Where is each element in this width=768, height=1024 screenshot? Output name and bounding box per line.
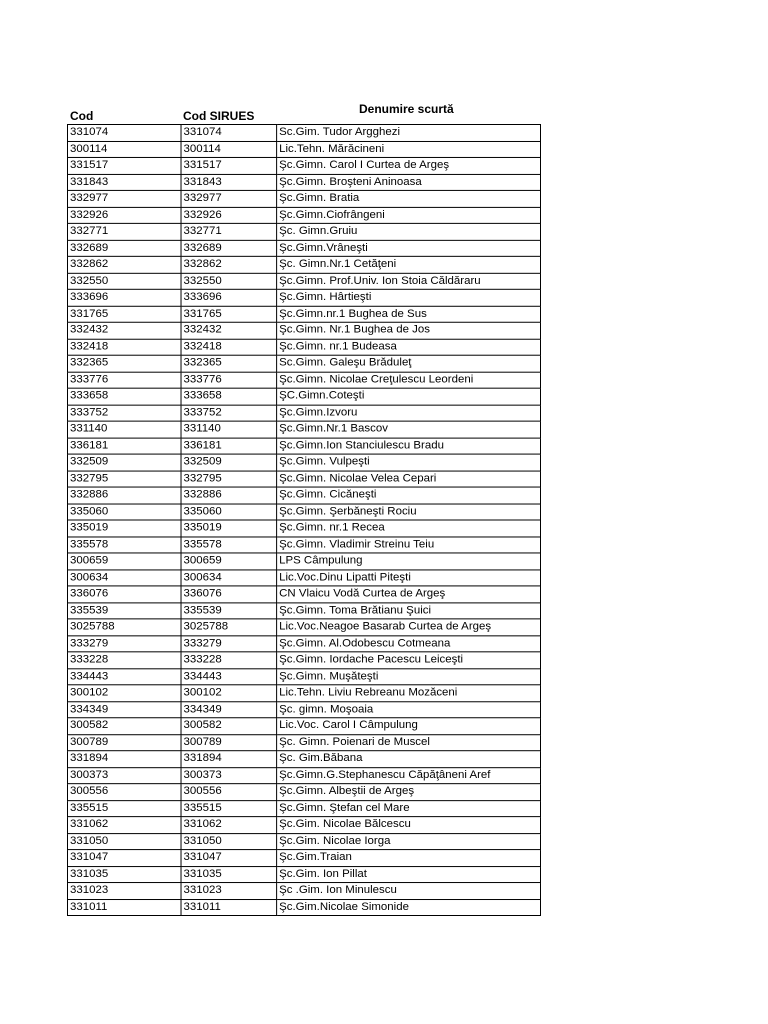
denumire-cell: Şc.Gimn. Muşăteşti bbox=[277, 668, 541, 684]
denumire-cell: Şc.Gimn. Cicăneşti bbox=[277, 487, 541, 503]
cod-sirues-cell: 335578 bbox=[181, 536, 277, 552]
cod-sirues-cell: 334443 bbox=[181, 668, 277, 684]
table-row bbox=[67, 240, 540, 256]
denumire-cell: Şc.Gimn. Broşteni Aninoasa bbox=[277, 174, 541, 190]
header-cod-sirues: Cod SIRUES bbox=[183, 109, 255, 123]
cod-cell: 300114 bbox=[67, 141, 181, 157]
table-row bbox=[67, 454, 540, 470]
denumire-cell: Şc.Gimn. Nicolae Creţulescu Leordeni bbox=[277, 372, 541, 388]
cod-sirues-cell: 333696 bbox=[181, 289, 277, 305]
table-row bbox=[67, 817, 540, 833]
table-row bbox=[67, 668, 540, 684]
table-row bbox=[67, 273, 540, 289]
table-row bbox=[67, 223, 540, 239]
cod-sirues-cell: 332550 bbox=[181, 273, 277, 289]
cod-cell: 332977 bbox=[67, 190, 181, 206]
cod-sirues-cell: 331074 bbox=[181, 124, 277, 140]
table-row bbox=[67, 388, 540, 404]
table-row bbox=[67, 536, 540, 552]
cod-sirues-cell: 332432 bbox=[181, 322, 277, 338]
table-row bbox=[67, 141, 540, 157]
cod-sirues-cell: 335019 bbox=[181, 520, 277, 536]
denumire-cell: Şc.Gimn.Nr.1 Bascov bbox=[277, 421, 541, 437]
denumire-cell: Şc.Gim. Ion Pillat bbox=[277, 866, 541, 882]
cod-cell: 333752 bbox=[67, 405, 181, 421]
cod-sirues-cell: 332926 bbox=[181, 207, 277, 223]
denumire-cell: Şc.Gim. Nicolae Iorga bbox=[277, 833, 541, 849]
cod-cell: 332432 bbox=[67, 322, 181, 338]
table-row bbox=[67, 520, 540, 536]
cod-cell: 331894 bbox=[67, 751, 181, 767]
cod-sirues-cell: 332418 bbox=[181, 339, 277, 355]
table-row bbox=[67, 306, 540, 322]
cod-cell: 333658 bbox=[67, 388, 181, 404]
table-row bbox=[67, 421, 540, 437]
denumire-cell: Lic.Voc. Carol I Câmpulung bbox=[277, 718, 541, 734]
cod-sirues-cell: 335539 bbox=[181, 602, 277, 618]
cod-cell: 334349 bbox=[67, 701, 181, 717]
denumire-cell: Şc .Gim. Ion Minulescu bbox=[277, 883, 541, 899]
denumire-cell: Lic.Tehn. Liviu Rebreanu Mozăceni bbox=[277, 685, 541, 701]
cod-cell: 331843 bbox=[67, 174, 181, 190]
cod-sirues-cell: 331050 bbox=[181, 833, 277, 849]
cod-cell: 300373 bbox=[67, 767, 181, 783]
table-row bbox=[67, 471, 540, 487]
cod-sirues-cell: 333776 bbox=[181, 372, 277, 388]
table-row bbox=[67, 718, 540, 734]
table-row bbox=[67, 833, 540, 849]
table-row bbox=[67, 553, 540, 569]
denumire-cell: Şc.Gimn.Ciofrângeni bbox=[277, 207, 541, 223]
cod-sirues-cell: 333279 bbox=[181, 635, 277, 651]
denumire-cell: Şc.Gim. Nicolae Bălcescu bbox=[277, 817, 541, 833]
cod-cell: 336076 bbox=[67, 586, 181, 602]
table-row bbox=[67, 635, 540, 651]
denumire-cell: Şc.Gimn.G.Stephanescu Căpăţâneni Aref bbox=[277, 767, 541, 783]
cod-sirues-cell: 331062 bbox=[181, 817, 277, 833]
denumire-cell: Şc.Gimn. Nicolae Velea Cepari bbox=[277, 471, 541, 487]
cod-cell: 3025788 bbox=[67, 619, 181, 635]
cod-sirues-cell: 333752 bbox=[181, 405, 277, 421]
denumire-cell: Şc.Gimn. nr.1 Budeasa bbox=[277, 339, 541, 355]
cod-cell: 332862 bbox=[67, 256, 181, 272]
cod-cell: 332926 bbox=[67, 207, 181, 223]
cod-cell: 333228 bbox=[67, 652, 181, 668]
table-row bbox=[67, 504, 540, 520]
cod-sirues-cell: 334349 bbox=[181, 701, 277, 717]
table-row bbox=[67, 174, 540, 190]
cod-cell: 300556 bbox=[67, 784, 181, 800]
denumire-cell: CN Vlaicu Vodă Curtea de Argeş bbox=[277, 586, 541, 602]
cod-sirues-cell: 333658 bbox=[181, 388, 277, 404]
table-row bbox=[67, 800, 540, 816]
cod-cell: 335515 bbox=[67, 800, 181, 816]
cod-sirues-cell: 336076 bbox=[181, 586, 277, 602]
cod-sirues-cell: 331023 bbox=[181, 883, 277, 899]
cod-sirues-cell: 335515 bbox=[181, 800, 277, 816]
denumire-cell: Sc.Gimn. Galeşu Brăduleţ bbox=[277, 355, 541, 371]
table-row bbox=[67, 652, 540, 668]
cod-cell: 331140 bbox=[67, 421, 181, 437]
table-row bbox=[67, 602, 540, 618]
denumire-cell: Lic.Tehn. Mărăcineni bbox=[277, 141, 541, 157]
schools-table-body bbox=[67, 124, 540, 915]
denumire-cell: Şc.Gim.Traian bbox=[277, 850, 541, 866]
table-row bbox=[67, 438, 540, 454]
table-row bbox=[67, 487, 540, 503]
table-row bbox=[67, 355, 540, 371]
cod-sirues-cell: 332795 bbox=[181, 471, 277, 487]
table-row bbox=[67, 372, 540, 388]
cod-cell: 332365 bbox=[67, 355, 181, 371]
denumire-cell: Şc.Gim.Nicolae Simonide bbox=[277, 899, 541, 915]
denumire-cell: LPS Câmpulung bbox=[277, 553, 541, 569]
denumire-cell: Şc.Gimn. Iordache Pacescu Leiceşti bbox=[277, 652, 541, 668]
table-row bbox=[67, 322, 540, 338]
cod-cell: 335578 bbox=[67, 536, 181, 552]
cod-cell: 331035 bbox=[67, 866, 181, 882]
cod-cell: 300789 bbox=[67, 734, 181, 750]
cod-cell: 332771 bbox=[67, 223, 181, 239]
cod-cell: 333279 bbox=[67, 635, 181, 651]
denumire-cell: Şc.Gimn. Toma Brătianu Şuici bbox=[277, 602, 541, 618]
denumire-cell: Şc. Gim.Băbana bbox=[277, 751, 541, 767]
cod-sirues-cell: 332509 bbox=[181, 454, 277, 470]
cod-cell: 300102 bbox=[67, 685, 181, 701]
denumire-cell: Şc. gimn. Moşoaia bbox=[277, 701, 541, 717]
cod-cell: 332689 bbox=[67, 240, 181, 256]
cod-cell: 332509 bbox=[67, 454, 181, 470]
table-row bbox=[67, 586, 540, 602]
header-denumire-scurta: Denumire scurtă bbox=[359, 102, 454, 116]
table-row bbox=[67, 124, 540, 140]
cod-cell: 335539 bbox=[67, 602, 181, 618]
table-row bbox=[67, 157, 540, 173]
table-row bbox=[67, 734, 540, 750]
denumire-cell: Lic.Voc.Dinu Lipatti Piteşti bbox=[277, 569, 541, 585]
cod-sirues-cell: 331035 bbox=[181, 866, 277, 882]
cod-cell: 331023 bbox=[67, 883, 181, 899]
table-row bbox=[67, 190, 540, 206]
cod-sirues-cell: 300634 bbox=[181, 569, 277, 585]
cod-sirues-cell: 300659 bbox=[181, 553, 277, 569]
cod-sirues-cell: 332365 bbox=[181, 355, 277, 371]
denumire-cell: Şc. Gimn.Nr.1 Cetăţeni bbox=[277, 256, 541, 272]
cod-sirues-cell: 335060 bbox=[181, 504, 277, 520]
cod-sirues-cell: 332771 bbox=[181, 223, 277, 239]
denumire-cell: Şc. Gimn.Gruiu bbox=[277, 223, 541, 239]
denumire-cell: Şc. Gimn. Poienari de Muscel bbox=[277, 734, 541, 750]
table-row bbox=[67, 866, 540, 882]
cod-sirues-cell: 332862 bbox=[181, 256, 277, 272]
cod-cell: 332795 bbox=[67, 471, 181, 487]
denumire-cell: Şc.Gimn.Ion Stanciulescu Bradu bbox=[277, 438, 541, 454]
table-row bbox=[67, 899, 540, 915]
cod-cell: 300659 bbox=[67, 553, 181, 569]
cod-cell: 332886 bbox=[67, 487, 181, 503]
table-row bbox=[67, 339, 540, 355]
denumire-cell: ŞC.Gimn.Coteşti bbox=[277, 388, 541, 404]
cod-sirues-cell: 300789 bbox=[181, 734, 277, 750]
denumire-cell: Şc.Gimn.nr.1 Bughea de Sus bbox=[277, 306, 541, 322]
denumire-cell: Şc.Gimn. Carol I Curtea de Argeş bbox=[277, 157, 541, 173]
cod-sirues-cell: 336181 bbox=[181, 438, 277, 454]
cod-sirues-cell: 333228 bbox=[181, 652, 277, 668]
denumire-cell: Şc.Gimn. Ştefan cel Mare bbox=[277, 800, 541, 816]
schools-table bbox=[67, 124, 541, 916]
table-row bbox=[67, 256, 540, 272]
denumire-cell: Şc.Gimn. Nr.1 Bughea de Jos bbox=[277, 322, 541, 338]
denumire-cell: Lic.Voc.Neagoe Basarab Curtea de Argeş bbox=[277, 619, 541, 635]
cod-sirues-cell: 332886 bbox=[181, 487, 277, 503]
cod-sirues-cell: 300114 bbox=[181, 141, 277, 157]
cod-sirues-cell: 331011 bbox=[181, 899, 277, 915]
cod-cell: 333776 bbox=[67, 372, 181, 388]
cod-cell: 331517 bbox=[67, 157, 181, 173]
denumire-cell: Şc.Gimn. Vladimir Streinu Teiu bbox=[277, 536, 541, 552]
cod-cell: 331062 bbox=[67, 817, 181, 833]
cod-sirues-cell: 331765 bbox=[181, 306, 277, 322]
cod-sirues-cell: 3025788 bbox=[181, 619, 277, 635]
table-row bbox=[67, 751, 540, 767]
cod-sirues-cell: 300556 bbox=[181, 784, 277, 800]
cod-sirues-cell: 331047 bbox=[181, 850, 277, 866]
cod-cell: 335019 bbox=[67, 520, 181, 536]
cod-cell: 334443 bbox=[67, 668, 181, 684]
denumire-cell: Şc.Gimn. nr.1 Recea bbox=[277, 520, 541, 536]
denumire-cell: Sc.Gim. Tudor Argghezi bbox=[277, 124, 541, 140]
cod-sirues-cell: 331894 bbox=[181, 751, 277, 767]
table-row bbox=[67, 685, 540, 701]
cod-cell: 336181 bbox=[67, 438, 181, 454]
cod-cell: 300582 bbox=[67, 718, 181, 734]
denumire-cell: Şc.Gimn. Al.Odobescu Cotmeana bbox=[277, 635, 541, 651]
cod-cell: 331050 bbox=[67, 833, 181, 849]
header-cod: Cod bbox=[70, 109, 94, 123]
denumire-cell: Şc.Gimn. Bratia bbox=[277, 190, 541, 206]
cod-sirues-cell: 331517 bbox=[181, 157, 277, 173]
cod-cell: 332550 bbox=[67, 273, 181, 289]
cod-cell: 300634 bbox=[67, 569, 181, 585]
denumire-cell: Şc.Gimn. Albeştii de Argeş bbox=[277, 784, 541, 800]
table-row bbox=[67, 619, 540, 635]
table-row bbox=[67, 767, 540, 783]
cod-cell: 331047 bbox=[67, 850, 181, 866]
cod-sirues-cell: 331140 bbox=[181, 421, 277, 437]
table-row bbox=[67, 784, 540, 800]
denumire-cell: Şc.Gimn. Prof.Univ. Ion Stoia Căldăraru bbox=[277, 273, 541, 289]
table-row bbox=[67, 405, 540, 421]
cod-sirues-cell: 332977 bbox=[181, 190, 277, 206]
cod-cell: 335060 bbox=[67, 504, 181, 520]
cod-cell: 331011 bbox=[67, 899, 181, 915]
cod-sirues-cell: 300373 bbox=[181, 767, 277, 783]
table-row bbox=[67, 207, 540, 223]
cod-cell: 331074 bbox=[67, 124, 181, 140]
denumire-cell: Şc.Gimn.Vrâneşti bbox=[277, 240, 541, 256]
table-row bbox=[67, 701, 540, 717]
table-row bbox=[67, 883, 540, 899]
cod-sirues-cell: 300102 bbox=[181, 685, 277, 701]
cod-cell: 333696 bbox=[67, 289, 181, 305]
cod-sirues-cell: 332689 bbox=[181, 240, 277, 256]
table-row bbox=[67, 569, 540, 585]
cod-sirues-cell: 331843 bbox=[181, 174, 277, 190]
cod-cell: 332418 bbox=[67, 339, 181, 355]
denumire-cell: Şc.Gimn. Hârtieşti bbox=[277, 289, 541, 305]
denumire-cell: Şc.Gimn. Şerbăneşti Rociu bbox=[277, 504, 541, 520]
denumire-cell: Şc.Gimn.Izvoru bbox=[277, 405, 541, 421]
table-row bbox=[67, 850, 540, 866]
denumire-cell: Şc.Gimn. Vulpeşti bbox=[277, 454, 541, 470]
cod-cell: 331765 bbox=[67, 306, 181, 322]
cod-sirues-cell: 300582 bbox=[181, 718, 277, 734]
table-row bbox=[67, 289, 540, 305]
